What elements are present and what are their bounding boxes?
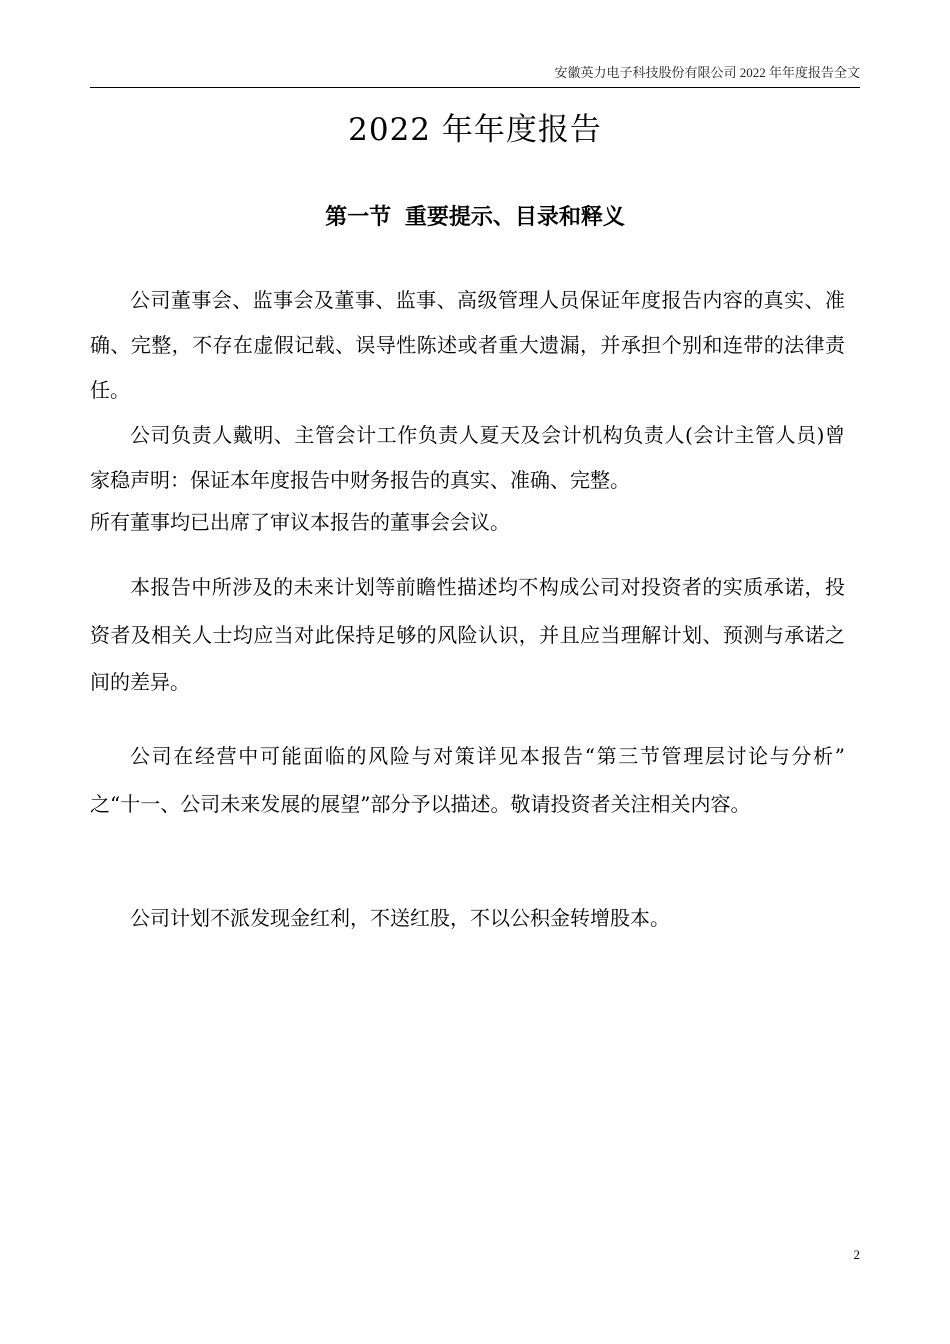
- paragraph-dividend-plan: 公司计划不派发现金红利，不送红股，不以公积金转增股本。: [130, 906, 670, 930]
- paragraph-forward-looking-disclaimer: 本报告中所涉及的未来计划等前瞻性描述均不构成公司对投资者的实质承诺，投资者及相关人士均应当对此保持足够的风险认识，并且应当理解计划、预测与承诺之间的差异。: [90, 575, 845, 694]
- paragraph-board-guarantee: 公司董事会、监事会及董事、监事、高级管理人员保证年度报告内容的真实、准确、完整，不存在虚假记载、误导性陈述或者重大遗漏，并承担个别和连带的法律责任。: [90, 288, 845, 402]
- document-title: 2022 年年度报告: [348, 112, 602, 148]
- paragraph-responsible-persons-statement: 公司负责人戴明、主管会计工作负责人夏天及会计机构负责人(会计主管人员)曾家稳声明：保证本年度报告中财务报告的真实、准确、完整。: [90, 423, 845, 492]
- section-title: 第一节 重要提示、目录和释义: [325, 204, 625, 230]
- paragraph-directors-attendance: 所有董事均已出席了审议本报告的董事会会议。: [90, 510, 510, 534]
- running-header: 安徽英力电子科技股份有限公司 2022 年年度报告全文: [554, 65, 860, 80]
- page-number: 2: [853, 1247, 860, 1262]
- paragraph-risk-reference: 公司在经营中可能面临的风险与对策详见本报告“第三节管理层讨论与分析” 之“十一、公司未来发展的展望”部分予以描述。敬请投资者关注相关内容。: [90, 744, 845, 816]
- header-divider: [90, 87, 860, 88]
